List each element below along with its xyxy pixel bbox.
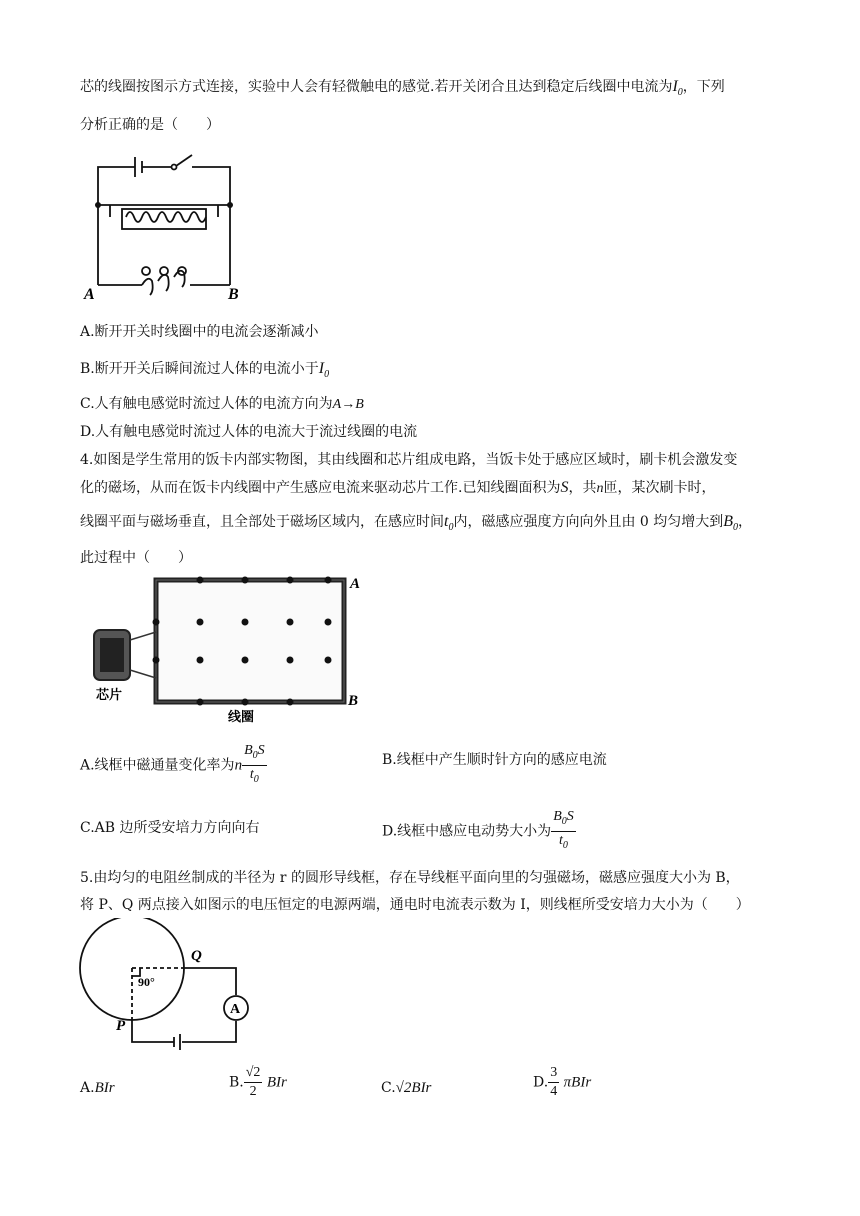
- fig-label-p: P: [116, 1018, 126, 1034]
- q3-option-b: B.断开开关后瞬间流过人体的电流小于$I_0$: [80, 360, 330, 381]
- q4-card-figure: [88, 574, 368, 724]
- q4-option-d: D.线框中感应电动势大小为 $\frac{B_0S}{t_0}$: [382, 808, 576, 855]
- i0-symbol: $I_0$: [672, 78, 683, 99]
- ammeter-label: A: [230, 1002, 241, 1017]
- q3-option-d: D.人有触电感觉时流过人体的电流大于流过线圈的电流: [80, 424, 418, 440]
- fraction: $\frac{B_0S}{t_0}$: [244, 743, 265, 785]
- coil-label: 线圈: [228, 710, 255, 724]
- q3-option-a: A.断开开关时线圈中的电流会逐渐减小: [80, 324, 319, 340]
- chip-label: 芯片: [96, 688, 123, 703]
- fig-label-a: A: [84, 286, 95, 303]
- q5-stem-line2: 将 P、Q 两点接入如图示的电压恒定的电源两端，通电时电流表示数为 I，则线框所受安培力大小为（ ）: [80, 897, 750, 913]
- q3-stem-line2: 分析正确的是（ ）: [80, 117, 220, 133]
- fig-label-a: A: [350, 576, 361, 592]
- fig-label-b: B: [348, 693, 359, 709]
- q5-option-d: D. $\frac{3}{4}$ πBIr: [533, 1065, 592, 1099]
- fig-label-b: B: [228, 286, 239, 303]
- fig-label-q: Q: [191, 948, 202, 964]
- q4-stem-line4: 此过程中（ ）: [80, 550, 192, 566]
- q5-option-a: A.BIr: [80, 1080, 115, 1096]
- q4-option-b: B.线框中产生顺时针方向的感应电流: [382, 752, 607, 768]
- q4-stem-line3: 线圈平面与磁场垂直，且全部处于磁场区域内，在感应时间$t_0$内，磁感应强度方向向外且由 0 均匀增大到$B_0$，: [80, 513, 753, 534]
- angle-label: 90°: [138, 975, 155, 989]
- q4-stem-line2: 化的磁场，从而在饭卡内线圈中产生感应电流来驱动芯片工作.已知线圈面积为S，共n匝，某次刷卡时，: [80, 479, 716, 496]
- q4-stem-line1: 4.如图是学生常用的饭卡内部实物图，其由线圈和芯片组成电路，当饭卡处于感应区域时，刷卡机会激发变: [80, 452, 738, 468]
- fraction: $\frac{3}{4}$: [550, 1065, 558, 1099]
- q5-option-b: B. $\frac{√2}{2}$ BIr: [229, 1065, 287, 1099]
- fraction: $\frac{√2}{2}$: [245, 1065, 261, 1099]
- q4-option-c: C.AB 边所受安培力方向向右: [80, 820, 260, 836]
- q3-circuit-figure: [80, 145, 250, 310]
- q3-option-c: C.人有触电感觉时流过人体的电流方向为A→B: [80, 396, 364, 412]
- fraction: $\frac{B_0S}{t_0}$: [553, 809, 574, 851]
- q3-stem-line1: 芯的线圈按图示方式连接，实验中人会有轻微触电的感觉.若开关闭合且达到稳定后线圈中电流为$I_0$，下列: [80, 78, 725, 99]
- q4-option-a: A.线框中磁通量变化率为n $\frac{B_0S}{t_0}$: [80, 742, 267, 789]
- q5-stem-line1: 5.由均匀的电阻丝制成的半径为 r 的圆形导线框，存在导线框平面向里的匀强磁场，磁感应强度大小为 B，: [80, 870, 740, 886]
- q5-option-c: C.√2BIr: [381, 1080, 432, 1096]
- q5-circuit-figure: [76, 918, 256, 1058]
